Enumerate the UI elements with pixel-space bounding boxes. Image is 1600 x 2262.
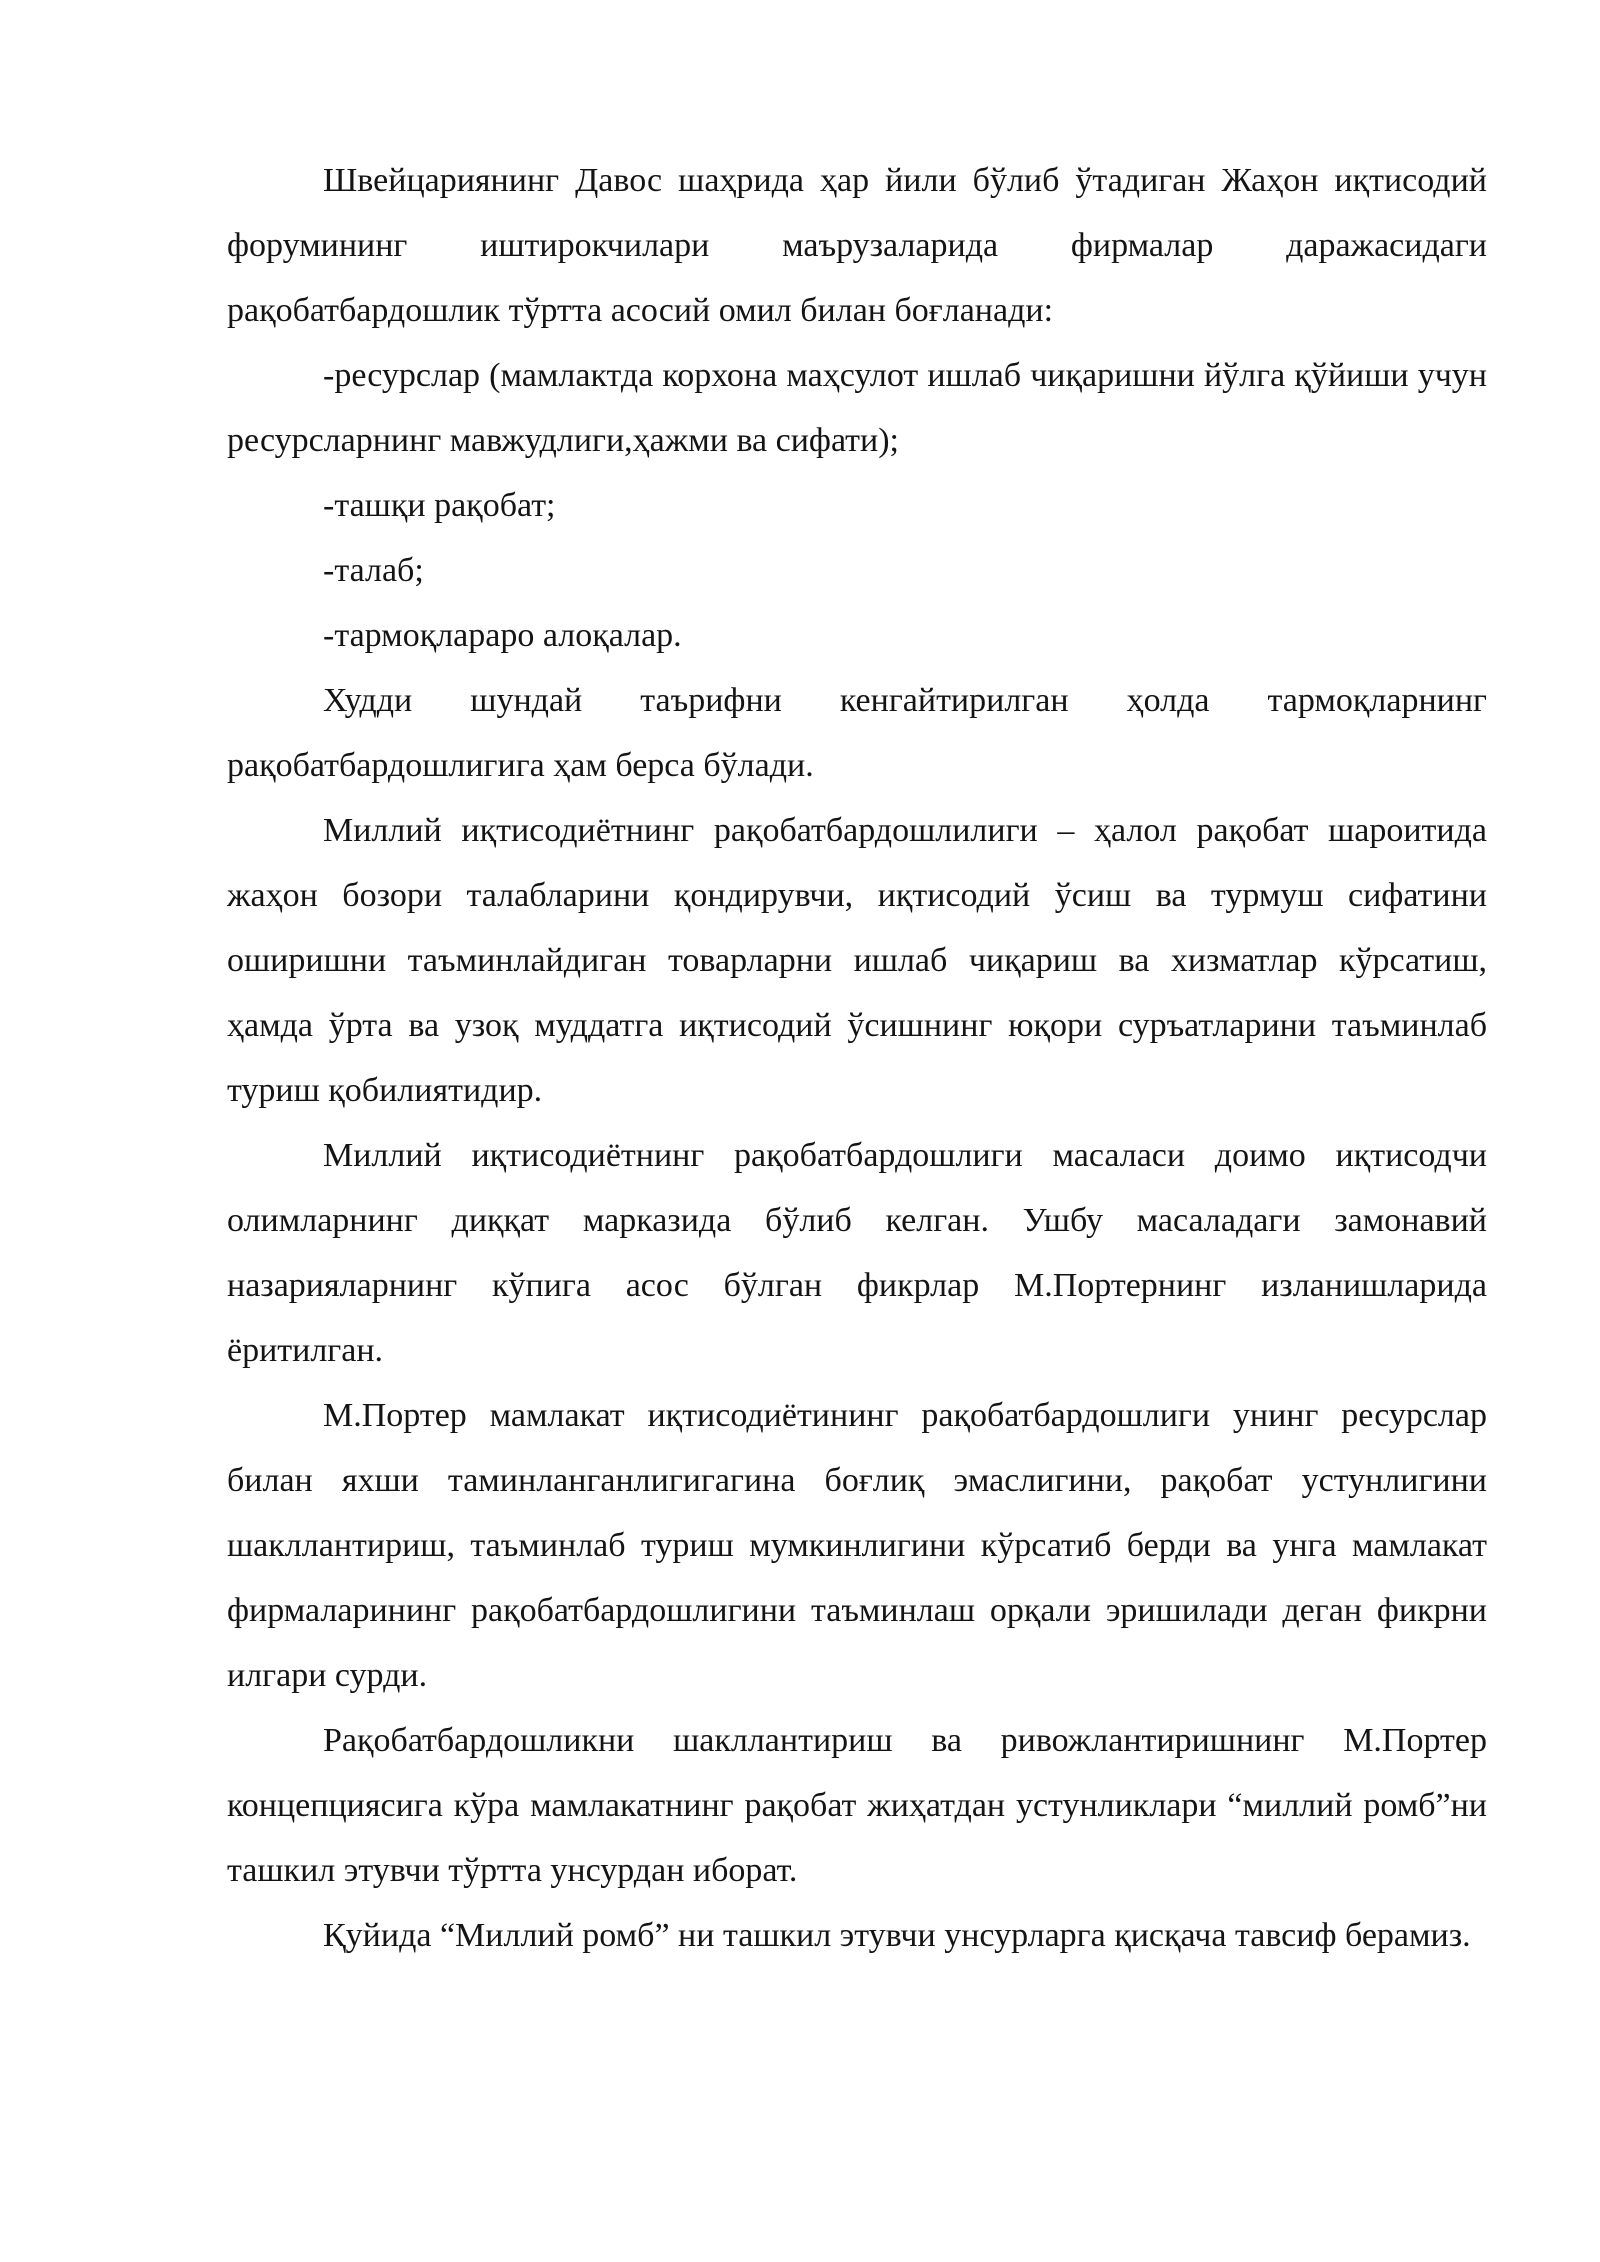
paragraph-diamond-description: Қуйида “Миллий ромб” ни ташкил этувчи унсурларга қисқача тавсиф берамиз.: [323, 1917, 1471, 1954]
list-item-intersectoral-links: -тармоқлараро алоқалар.: [323, 617, 682, 654]
paragraph-national-competitiveness-definition: Миллий иқтисодиётнинг рақобатбардошлилиги – ҳалол рақобат шароитида жаҳон бозори талабларини қондирувчи, иқтисодий ўсиш ва турмуш сифатини оширишни таъминлайдиган товарларни ишлаб чиқариш ва хизматлар кўрсатиш, ҳамда ўрта ва узоқ муддатга иқтисодий ўсишнинг юқори суръатларини таъминлаб туриш қобилиятидир.: [227, 812, 1487, 1109]
list-item-demand: -талаб;: [323, 552, 424, 589]
paragraph-sector-competitiveness: Худди шундай таърифни кенгайтирилган ҳолда тармоқларнинг рақобатбардошлигига ҳам берса бўлади.: [227, 682, 1487, 784]
paragraph-porter-view: М.Портер мамлакат иқтисодиётининг рақобатбардошлиги унинг ресурслар билан яхши таминланганлигигагина боғлиқ эмаслигини, рақобат устунлигини шакллантириш, таъминлаб туриш мумкинлигини кўрсатиб берди ва унга мамлакат фирмаларининг рақобатбардошлигини таъминлаш орқали эришилади деган фикрни илгари сурди.: [227, 1397, 1487, 1694]
document-body: [227, 148, 1487, 1968]
paragraph-national-diamond: Рақобатбардошликни шакллантириш ва ривожлантиришнинг М.Портер концепциясига кўра мамлакатнинг рақобат жиҳатдан устунликлари “миллий ромб”ни ташкил этувчи тўртта унсурдан иборат.: [227, 1722, 1487, 1889]
paragraph-davos-forum: Швейцариянинг Давос шаҳрида ҳар йили бўлиб ўтадиган Жаҳон иқтисодий форумининг иштирокчилари маърузаларида фирмалар даражасидаги рақобатбардошлик тўртта асосий омил билан боғланади:: [227, 162, 1487, 329]
paragraph-economists-attention: Миллий иқтисодиётнинг рақобатбардошлиги масаласи доимо иқтисодчи олимларнинг диққат марказида бўлиб келган. Ушбу масаладаги замонавий назарияларнинг кўпига асос бўлган фикрлар М.Портернинг изланишларида ёритилган.: [227, 1137, 1487, 1369]
list-item-external-competition: -ташқи рақобат;: [323, 487, 556, 524]
list-item-resources: -ресурслар (мамлактда корхона маҳсулот ишлаб чиқаришни йўлга қўйиши учун ресурсларнинг мавжудлиги,ҳажми ва сифати);: [227, 357, 1487, 459]
